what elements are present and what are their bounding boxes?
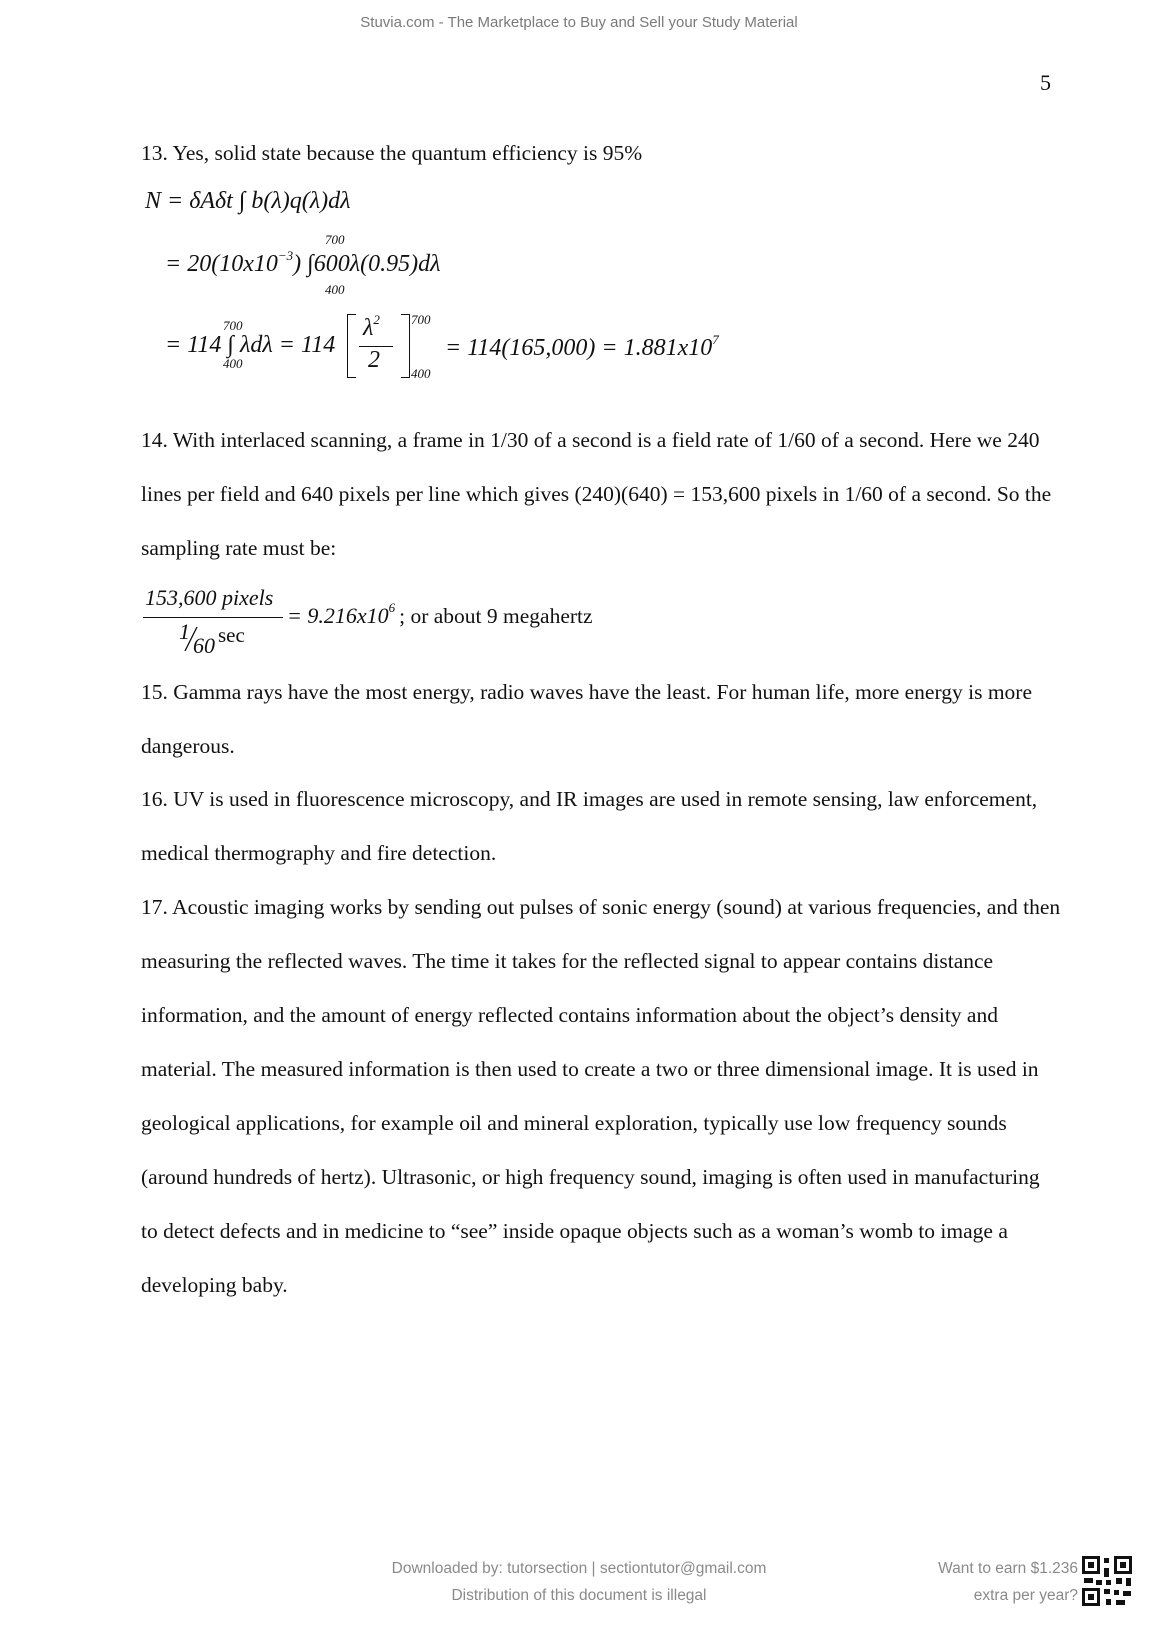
qr-code-icon[interactable] bbox=[1082, 1556, 1132, 1606]
stuvia-header-banner: Stuvia.com - The Marketplace to Buy and Sell your Study Material bbox=[360, 14, 798, 31]
left-bracket bbox=[347, 314, 356, 378]
sampling-fraction-numerator: 153,600 pixels bbox=[145, 585, 274, 610]
integral-upper-limit: 700 bbox=[223, 318, 243, 333]
equation-13-line2-exponent: −3 bbox=[277, 248, 294, 263]
equation-13-line2 bbox=[165, 232, 565, 302]
answer-14-text: 14. With interlaced scanning, a frame in 1/30 of a second is a field rate of 1/60 of a second. Here we 240 lines per field and 640 pixels per line which gives (240)(640) = 153,600 pixels in 1/60 of a second. So the sampling rate must be: bbox=[141, 428, 1052, 560]
sampling-fraction-denominator: 1 60 sec bbox=[179, 619, 245, 658]
equation-13-line3 bbox=[165, 312, 765, 392]
integral-lower-limit: 400 bbox=[223, 356, 243, 371]
equation-13-line2-left: = 20(10x10 bbox=[165, 251, 278, 277]
downloaded-by-line: Downloaded by: tutorsection | sectiontutor@gmail.com bbox=[391, 1560, 767, 1577]
answer-15-text: 15. Gamma rays have the most energy, radio waves have the least. For human life, more energy is more dangerous. bbox=[141, 680, 1032, 758]
earn-promo-link-line2[interactable]: extra per year? bbox=[973, 1587, 1078, 1604]
answer-17-text: 17. Acoustic imaging works by sending out pulses of sonic energy (sound) at various frequencies, and then measuring the reflected waves. The time it takes for the reflected signal to appear contains distance information, and the amount of energy reflected contains information about the object’s density and material. The measured information is then used to create a two or three dimensional image. It is used in geological applications, for example oil and mineral exploration, typically use low frequency sounds (around hundreds of hertz). Ultrasonic, or high frequency sound, imaging is often used in manufacturing to detect defects and in medicine to “see” inside opaque objects such as a woman’s womb to image a developing baby. bbox=[141, 895, 1061, 1297]
sampling-rate-result: = $9.216x10^6$ ; or about 9 megahertz bbox=[287, 600, 593, 628]
equation-13-line3-a: = 114 ∫ λdλ = 114 bbox=[165, 332, 336, 358]
sampling-rate-equation bbox=[143, 585, 663, 660]
distribution-notice: Distribution of this document is illegal bbox=[451, 1587, 707, 1604]
equation-13-line1: N = δAδt ∫ b(λ)q(λ)dλ bbox=[145, 188, 351, 214]
earn-promo-link[interactable]: Want to earn $1.236 bbox=[938, 1560, 1078, 1577]
integral-lower-limit: 400 bbox=[325, 282, 345, 297]
integral-upper-limit: 700 bbox=[325, 232, 345, 247]
bracket-upper-limit: 700 bbox=[411, 312, 431, 327]
right-bracket bbox=[401, 314, 410, 378]
answer-13-text: 13. Yes, solid state because the quantum efficiency is 95% bbox=[141, 141, 643, 165]
equation-13-line3-result: = $114(165,000) = 1.881x10^7$ bbox=[445, 332, 719, 361]
fraction-numerator: $\lambda^2$ bbox=[363, 312, 380, 341]
fraction-denominator: 2 bbox=[368, 347, 380, 373]
answer-16-text: 16. UV is used in fluorescence microscopy, and IR images are used in remote sensing, law enforcement, medical thermography and fire detection. bbox=[141, 787, 1038, 865]
equation-13-line2-right: ) ∫600λ(0.95)dλ bbox=[293, 251, 441, 277]
page-number: 5 bbox=[1040, 70, 1051, 95]
bracket-lower-limit: 400 bbox=[411, 366, 431, 381]
